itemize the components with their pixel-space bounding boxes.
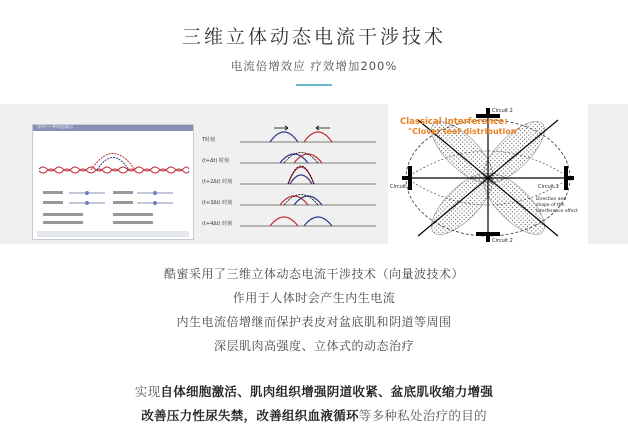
classical-heading-2: "Clover leaf distribution" [408,127,521,136]
emphasis-1-prefix: 实现 [134,384,161,399]
wave-row-label-5: (t+4Δt) 时刻 [202,221,233,227]
wave-row1-red [304,132,332,142]
wave-row-label-2: (t+Δt) 时刻 [202,158,230,164]
body-line-1: 酷蜜采用了三维立体动态电流干涉技术（向量波技术） [163,267,464,281]
emphasis-line-2 [0,406,628,424]
label-circuit-right: Circuit 1 [538,184,559,190]
wave-row-label-3: (t+2Δt) 时刻 [202,179,233,185]
title-divider [296,84,332,86]
note-line-3: interference effect [536,209,578,214]
classical-heading-1: Classical Interference: [400,117,508,127]
classical-interference-panel [388,104,588,244]
sim-statusbar [37,231,189,237]
wave-row4-sum [284,195,318,206]
arrow-right-icon [274,126,288,130]
body-line-3: 内生电流倍增继而保护表皮对盆底肌和阴道等周围 [176,315,452,329]
label-circuit-left: Circuit 1 [390,184,411,190]
label-circuit-bottom: Circuit 2 [492,238,513,244]
body-line-4: 深层肌肉高强度、立体式的动态治疗 [213,339,414,353]
note-line-1: Direction and [536,197,567,202]
arrow-left-icon [316,126,330,130]
waves-panel [200,120,378,238]
page-title: 三维立体动态电流干涉技术 [181,26,446,48]
page-subtitle: 电流倍增效应 疗效增加200% [230,59,398,73]
label-circuit-top: Circuit 2 [492,108,513,114]
waves-graphic [200,120,378,238]
clover-diagram [388,104,588,244]
wave-row5-red [270,217,298,226]
simulator-title: 作用——的动态演示 [37,124,73,129]
sim-peak-inner [97,158,129,171]
wave-row5-blue [304,217,332,226]
simulator-panel [32,124,194,240]
emphasis-2-suffix: 等多种私处治疗的目的 [358,408,487,423]
wave-row2-sum [284,153,318,164]
wave-row-label-4: (t+3Δt) 时刻 [202,200,233,206]
wave-row-label-1: T时刻 [202,137,216,143]
body-line-2: 作用于人体时会产生内生电流 [232,291,396,305]
emphasis-2-bold: 改善压力性尿失禁，改善组织血液循环 [141,408,359,423]
sim-label-stubs [43,191,153,224]
emphasis-line-1 [0,382,628,400]
wave-row1-blue [270,132,298,142]
wave-row3-blue [290,175,312,184]
emphasis-1-bold: 自体细胞激活、肌肉组织增强阴道收紧、盆底肌收缩力增强 [160,384,494,399]
simulator-graphic [33,131,193,239]
note-line-2: shape of the [536,203,565,208]
sim-peak-outer [91,154,135,171]
